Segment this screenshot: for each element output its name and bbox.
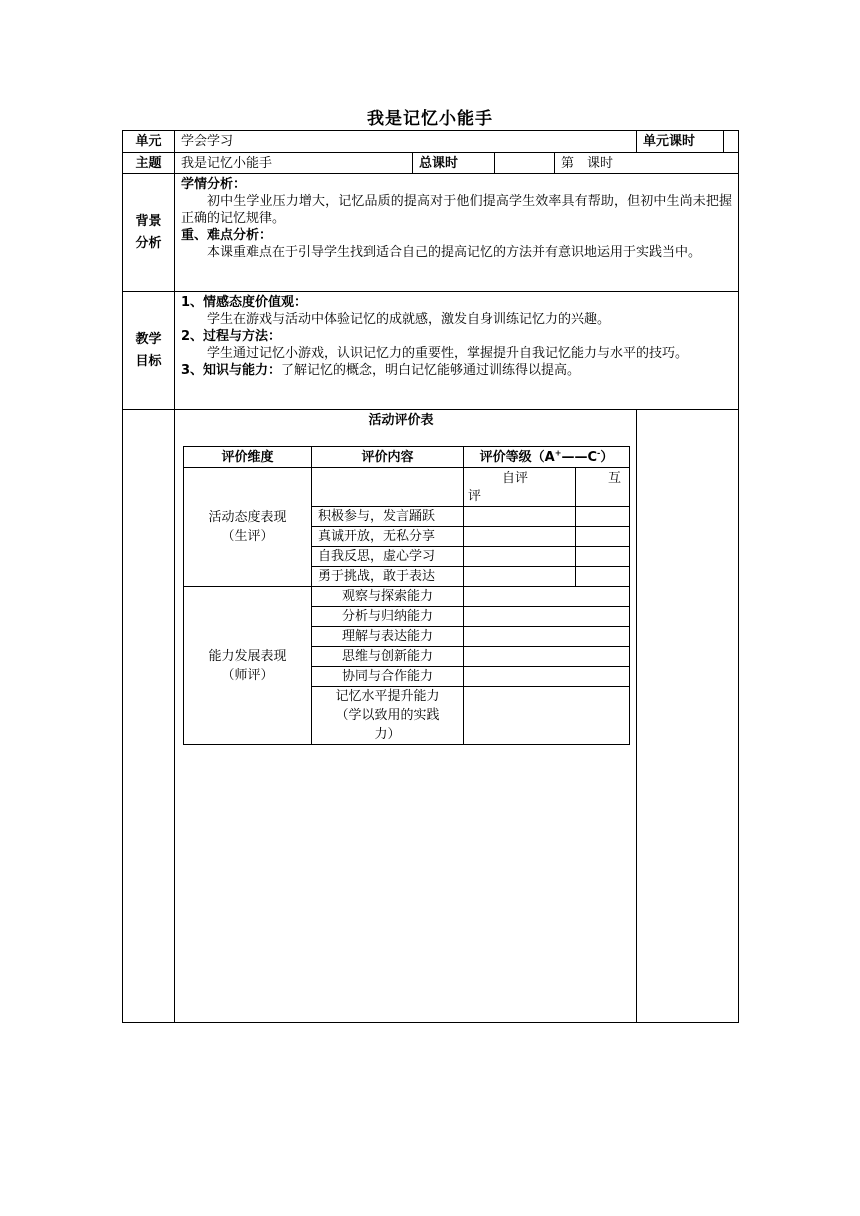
unit-value: 学会学习 [175,131,637,153]
total-hours-label: 总课时 [413,153,495,174]
background-content [175,174,739,292]
self-eval-label: 自评 [502,471,529,486]
group2-item: 协同与合作能力 [312,667,464,687]
difficulty-heading: 重、难点分析： [181,228,273,243]
goals-label: 教学 目标 [123,292,175,410]
group2-last-item: 记忆水平提升能力 （学以致用的实践 力） [312,687,464,745]
learning-heading: 学情分析： [181,177,247,192]
self-mutual-header [464,468,630,507]
learning-text: 初中生学业压力增大，记忆品质的提高对于他们提高学生效率具有帮助，但初中生尚未把握正确的记忆规律。 [181,194,733,226]
mutual-eval-label-2: 评 [468,489,482,504]
topic-label: 主题 [123,153,175,174]
total-hours-value [495,153,555,174]
unit-hours-label: 单元课时 [637,131,724,152]
col-grade: 评价等级（A+——C-） [464,447,630,468]
goal1-text: 学生在游戏与活动中体验记忆的成就感，激发自身训练记忆力的兴趣。 [207,312,611,327]
goal3-line: 3、知识与能力：了解记忆的概念，明白记忆能够通过训练得以提高。 [181,363,581,378]
col-content: 评价内容 [312,447,464,468]
eval-left-blank [123,410,175,1023]
group2-item: 分析与归纳能力 [312,607,464,627]
group1-item: 勇于挑战，敢于表达 [312,567,464,587]
group2-item: 理解与表达能力 [312,627,464,647]
evaluation-cell [175,410,637,1023]
lesson-plan-table [122,130,739,1023]
eval-right-blank [637,410,739,1023]
goal1-heading: 1、情感态度价值观： [181,295,308,310]
difficulty-text: 本课重难点在于引导学生找到适合自己的提高记忆的方法并有意识地运用于实践当中。 [207,245,702,260]
goals-content [175,292,739,410]
period-text: 第 课时 [555,153,739,174]
goal2-text: 学生通过记忆小游戏，认识记忆力的重要性，掌握提升自我记忆能力与水平的技巧。 [207,346,689,361]
background-label: 背景 分析 [123,174,175,292]
group1-dimension: 活动态度表现 （生评） [184,468,312,587]
mutual-eval-label-1: 互 [607,471,621,486]
goal2-heading: 2、过程与方法： [181,329,282,344]
document-title: 我是记忆小能手 [367,109,493,129]
group1-item: 真诚开放，无私分享 [312,527,464,547]
unit-hours-value [724,131,738,152]
group2-item: 观察与探索能力 [312,587,464,607]
group1-item: 积极参与，发言踊跃 [312,507,464,527]
evaluation-table [183,446,630,745]
group2-dimension: 能力发展表现 （师评） [184,587,312,745]
group2-item: 思维与创新能力 [312,647,464,667]
topic-value: 我是记忆小能手 [175,153,413,174]
group1-item: 自我反思，虚心学习 [312,547,464,567]
unit-label: 单元 [123,131,175,153]
col-dimension: 评价维度 [184,447,312,468]
evaluation-title: 活动评价表 [368,413,434,428]
